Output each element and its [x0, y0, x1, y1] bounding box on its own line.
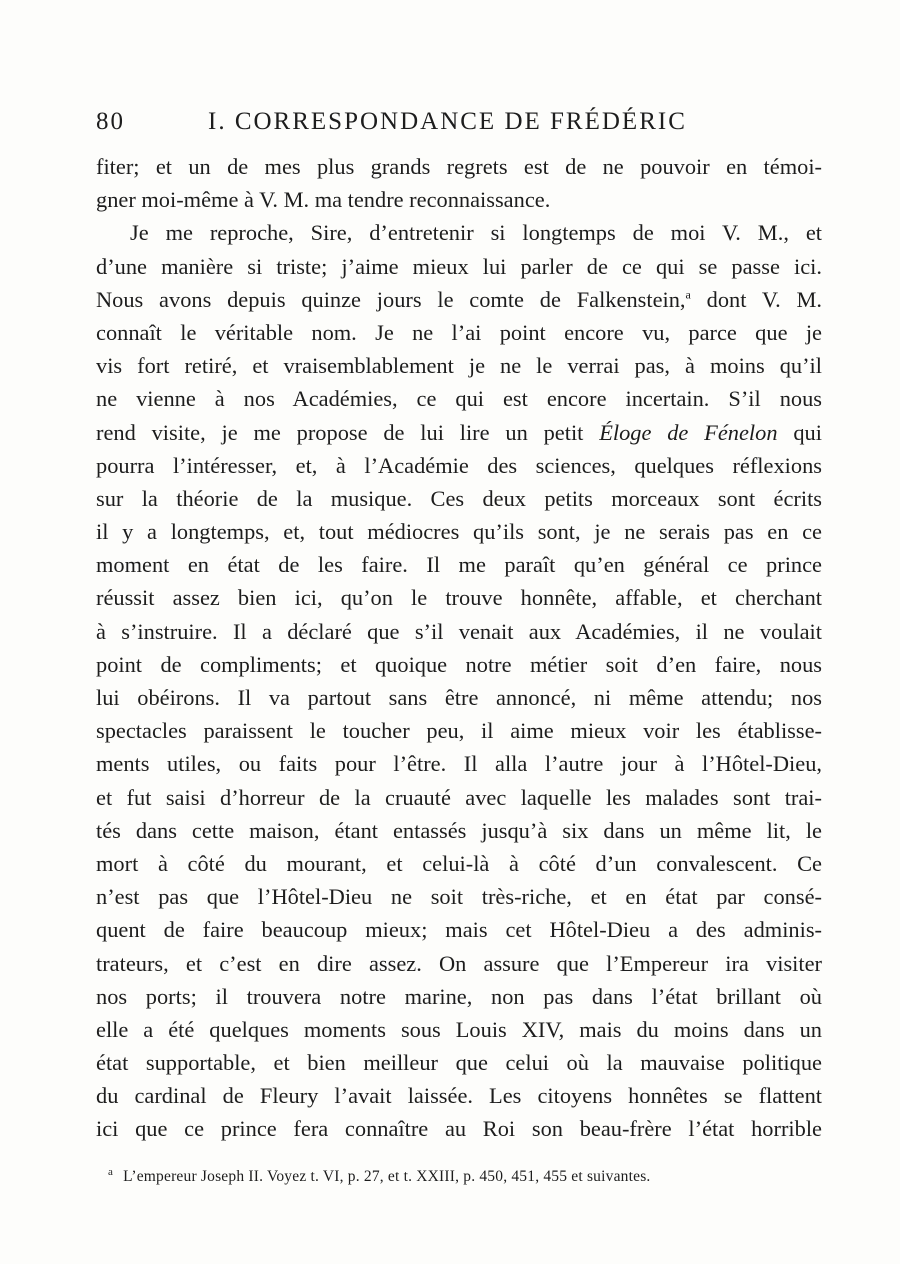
text-line: nos ports; il trouvera notre marine, non pas dans l’état brillant où [96, 983, 822, 1009]
text-line: n’est pas que l’Hôtel-Dieu ne soit très-riche, et en état par consé- [96, 884, 822, 910]
text-line: ments utiles, ou faits pour l’être. Il alla l’autre jour à l’Hôtel-Dieu, [96, 751, 822, 777]
running-head [96, 108, 726, 142]
text-line: connaît le véritable nom. Je ne l’ai point encore vu, parce que je [96, 319, 822, 345]
text-segment: dont V. M. [706, 286, 823, 312]
text-segment: Nous avons depuis quinze jours le comte de Falkenstein, [96, 286, 686, 312]
text-line: Je me reproche, Sire, d’entretenir si longtemps de moi V. M., et [130, 220, 822, 246]
text-line: tés dans cette maison, étant entassés jusqu’à six dans un même lit, le [96, 817, 822, 843]
footnote-reference: a [685, 287, 691, 302]
footnote-text: L’empereur Joseph II. Voyez t. VI, p. 27, et t. XXIII, p. 450, 451, 455 et suivantes. [123, 1168, 651, 1186]
page-number: 80 [96, 108, 125, 135]
work-title: Éloge de Fénelon [599, 419, 778, 445]
text-line: trateurs, et c’est en dire assez. On assure que l’Empereur ira visiter [96, 950, 822, 976]
text-line: point de compliments; et quoique notre métier soit d’en faire, nous [96, 651, 822, 677]
text-line: ici que ce prince fera connaître au Roi son beau-frère l’état horrible [96, 1116, 822, 1142]
text-line: lui obéirons. Il va partout sans être annoncé, ni même attendu; nos [96, 685, 822, 710]
text-line: fiter; et un de mes plus grands regrets est de ne pouvoir en témoi- [96, 154, 822, 179]
text-line: quent de faire beaucoup mieux; mais cet Hôtel-Dieu a des adminis- [96, 917, 822, 943]
text-line: sur la théorie de la musique. Ces deux petits morceaux sont écrits [96, 485, 822, 511]
text-line: d’une manière si triste; j’aime mieux lui parler de ce qui se passe ici. [96, 253, 822, 279]
text-line: à s’instruire. Il a déclaré que s’il venait aux Académies, il ne voulait [96, 618, 822, 644]
text-line: spectacles paraissent le toucher peu, il aime mieux voir les établisse- [96, 718, 822, 744]
text-line: mort à côté du mourant, et celui-là à côté d’un convalescent. Ce [96, 850, 822, 876]
text-line: du cardinal de Fleury l’avait laissée. Les citoyens honnêtes se flattent [96, 1083, 822, 1109]
text-segment: rend visite, je me propose de lui lire un petit [96, 419, 584, 445]
text-line [96, 283, 822, 316]
footnote [108, 1160, 798, 1189]
text-line: pourra l’intéresser, et, à l’Académie des sciences, quelques réflexions [96, 452, 822, 478]
text-line: réussit assez bien ici, qu’on le trouve honnête, affable, et cherchant [96, 585, 822, 611]
body-text [96, 150, 822, 1146]
text-line: ne vienne à nos Académies, ce qui est encore incertain. S’il nous [96, 386, 822, 412]
text-line: état supportable, et bien meilleur que celui où la mauvaise politique [96, 1050, 822, 1076]
footnote-mark: a [108, 1166, 114, 1178]
text-line [96, 416, 822, 449]
text-line: vis fort retiré, et vraisemblablement je ne le verrai pas, à moins qu’il [96, 353, 822, 379]
text-line: gner moi-même à V. M. ma tendre reconnaissance. [96, 187, 551, 213]
text-segment: qui [793, 419, 822, 445]
text-line: et fut saisi d’horreur de la cruauté avec laquelle les malades sont trai- [96, 784, 822, 810]
text-line: il y a longtemps, et, tout médiocres qu’ils sont, je ne serais pas en ce [96, 519, 822, 545]
running-title: I. CORRESPONDANCE DE FRÉDÉRIC [208, 108, 687, 135]
text-line: elle a été quelques moments sous Louis XIV, mais du moins dans un [96, 1016, 822, 1042]
text-line: moment en état de les faire. Il me paraît qu’en général ce prince [96, 552, 822, 578]
